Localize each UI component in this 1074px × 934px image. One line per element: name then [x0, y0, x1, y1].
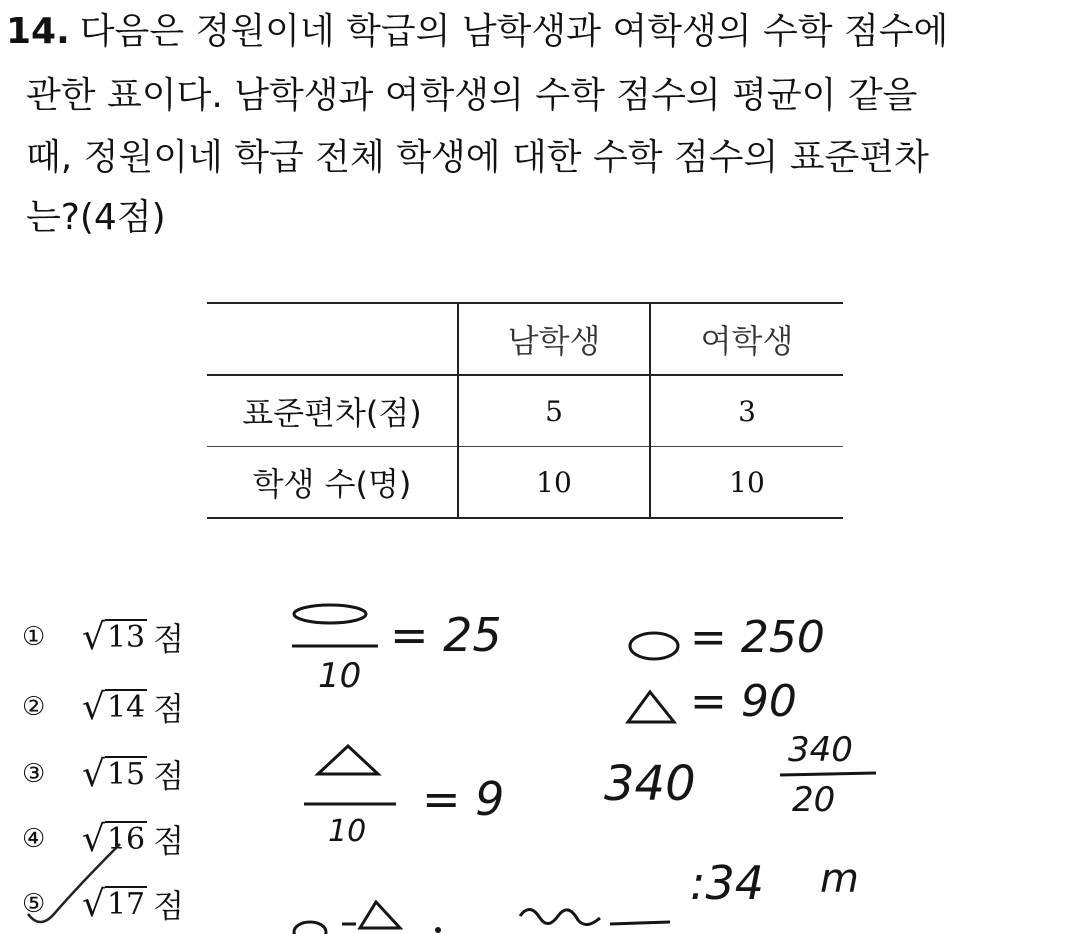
table-header-boys: 남학생	[458, 303, 650, 375]
question-line-4: 는?(4점)	[26, 197, 166, 238]
choice-value: 13	[106, 619, 146, 655]
table-row	[207, 375, 843, 447]
question-number: 14.	[6, 11, 70, 52]
choice-value: 14	[106, 689, 146, 725]
sqrt-icon: √	[82, 753, 105, 795]
hw-eq1-rhs: = 25	[390, 608, 502, 662]
handwritten-check-icon	[20, 834, 140, 934]
choice-mark: ⑤	[22, 889, 46, 919]
sqrt-icon: √	[82, 883, 105, 925]
cell-girls-count: 10	[650, 447, 843, 519]
question-line-2: 관한 표이다. 남학생과 여학생의 수학 점수의 평균이 같을	[26, 75, 918, 116]
question-line-3: 때, 정원이네 학급 전체 학생에 대한 수학 점수의 표준편차	[26, 137, 929, 178]
score-table	[207, 302, 843, 519]
question-text-1: 다음은 정원이네 학급의 남학생과 여학생의 수학 점수에	[79, 11, 949, 52]
choice-unit: 점	[153, 757, 185, 795]
choice-mark: ④	[22, 824, 46, 854]
hw-frac-num: 340	[788, 730, 853, 770]
hw-eq2: = 250	[690, 612, 825, 663]
hw-eq3: = 90	[690, 676, 797, 727]
choice-unit: 점	[153, 690, 185, 728]
table-header-empty	[207, 303, 458, 375]
hw-result: :34	[690, 856, 765, 910]
handwritten-triangle-symbol	[620, 688, 680, 728]
sqrt-icon: √	[82, 616, 105, 658]
hw-eq4-rhs: = 9	[422, 772, 505, 826]
choice-mark: ②	[22, 692, 46, 722]
choice-1[interactable]	[22, 612, 184, 662]
table-row	[207, 447, 843, 519]
handwritten-fraction-bar	[778, 770, 878, 780]
handwritten-bottom-scribble	[290, 894, 710, 934]
choice-value: 17	[106, 886, 146, 922]
hw-frac-den: 20	[792, 780, 836, 820]
hw-eq4-den: 10	[328, 814, 367, 849]
choice-unit: 점	[153, 887, 185, 925]
cell-boys-std-dev: 5	[458, 375, 650, 447]
row-label-count: 학생 수(명)	[207, 447, 458, 519]
sqrt-icon: √	[82, 818, 105, 860]
cell-girls-std-dev: 3	[650, 375, 843, 447]
sqrt-icon: √	[82, 686, 105, 728]
hw-eq1-den: 10	[318, 656, 362, 696]
choice-unit: 점	[153, 822, 185, 860]
hw-result-suffix: m	[820, 856, 859, 902]
handwritten-circle-symbol	[626, 626, 686, 666]
table-header-girls: 여학생	[650, 303, 843, 375]
row-label-std-dev: 표준편차(점)	[207, 375, 458, 447]
choice-2[interactable]	[22, 682, 184, 732]
table-header-row	[207, 303, 843, 375]
choice-value: 15	[106, 756, 146, 792]
cell-boys-count: 10	[458, 447, 650, 519]
choice-value: 16	[106, 821, 146, 857]
choice-mark: ①	[22, 622, 46, 652]
question-line-1	[6, 11, 1066, 52]
choice-unit: 점	[153, 620, 185, 658]
choice-3[interactable]	[22, 749, 184, 799]
hw-sum: 340	[604, 756, 696, 812]
choice-mark: ③	[22, 759, 46, 789]
